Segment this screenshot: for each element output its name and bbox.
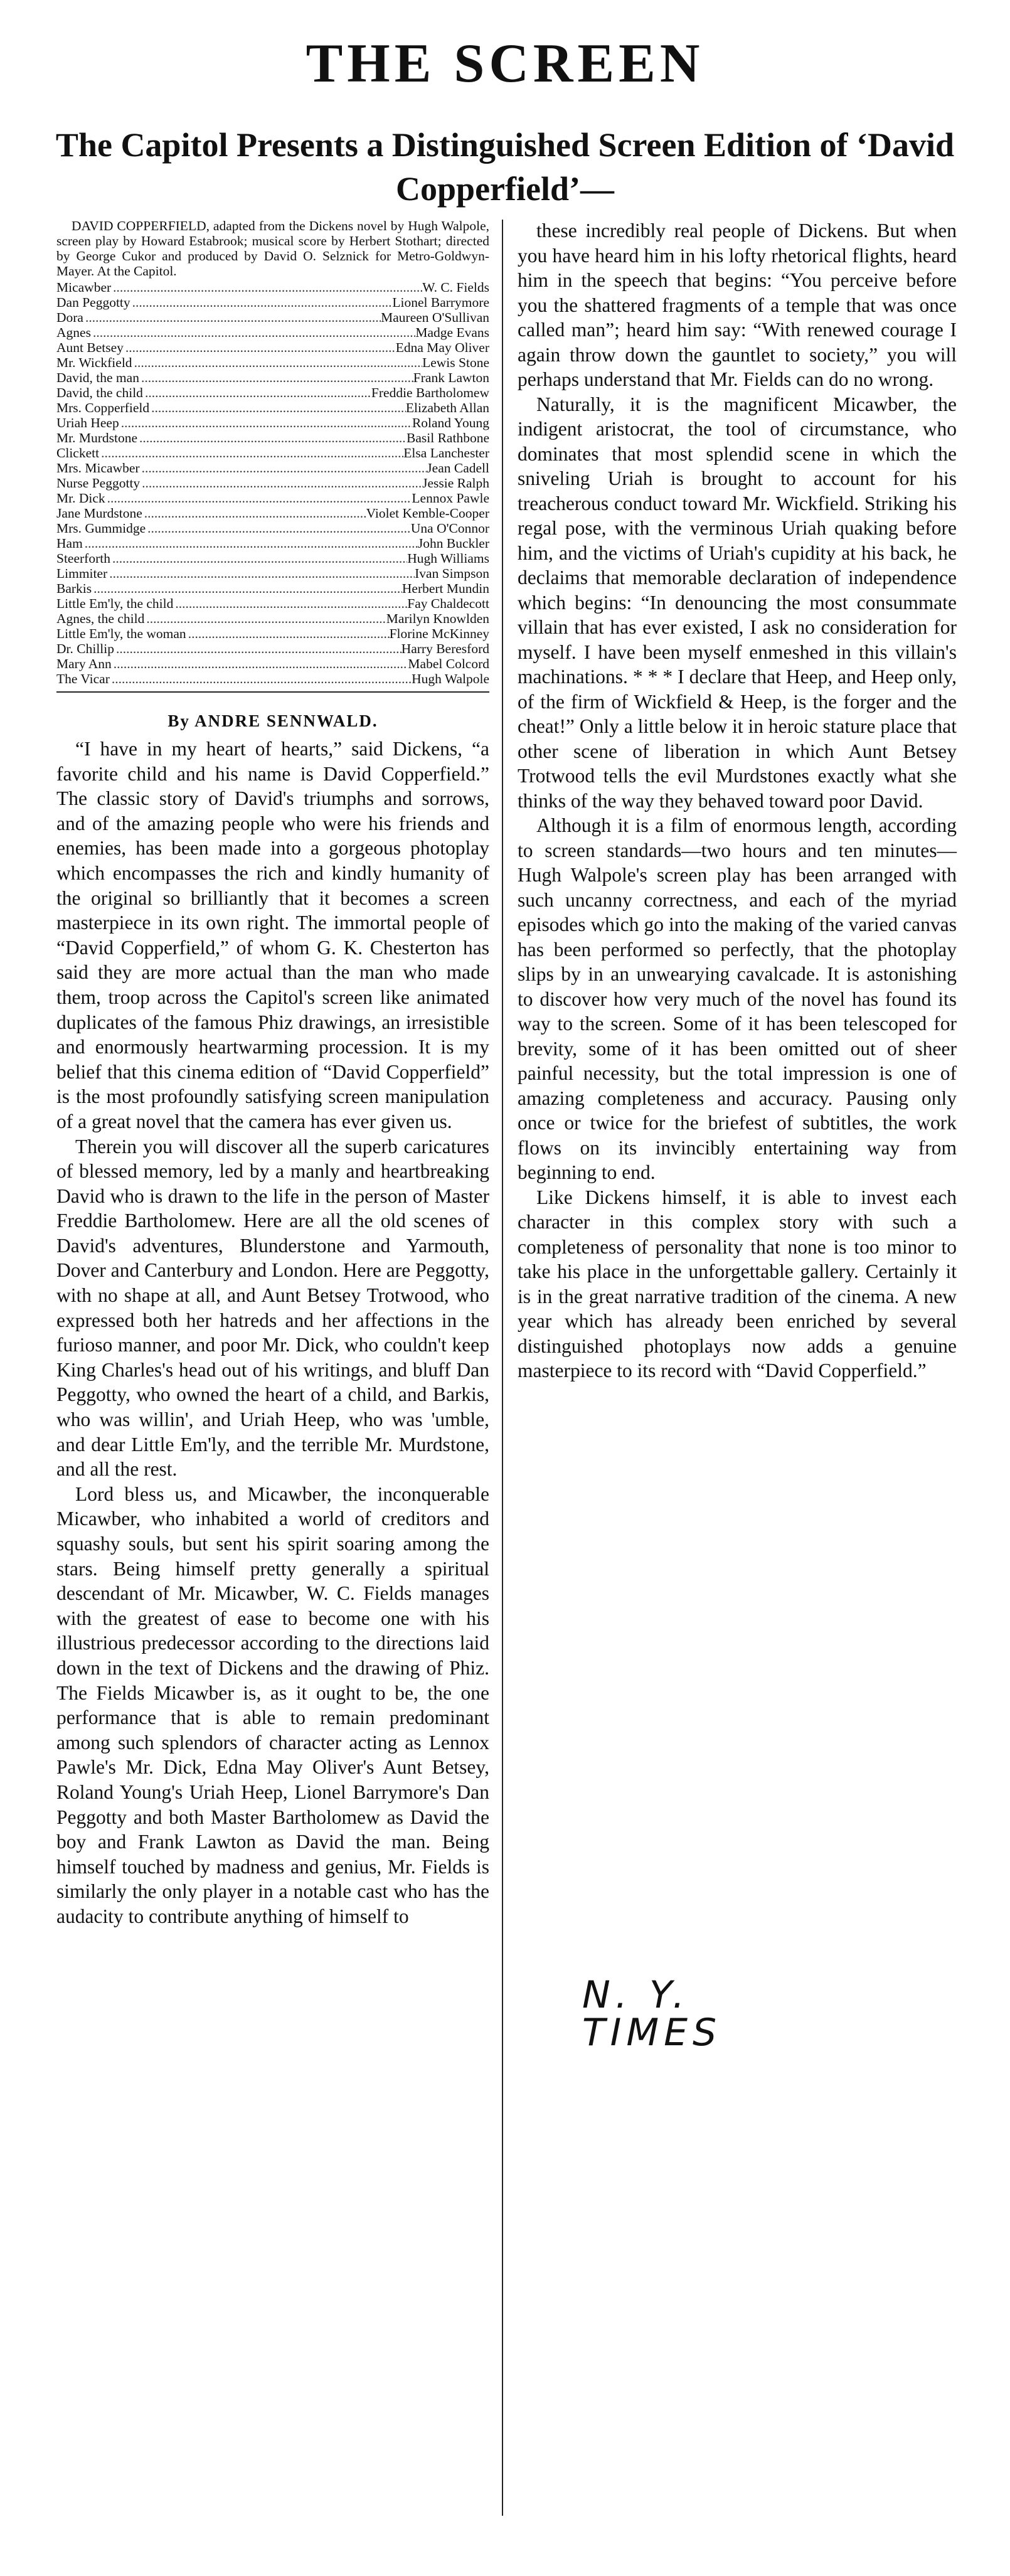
cast-actor: Basil Rathbone <box>407 430 489 445</box>
leader-dots <box>173 596 407 611</box>
leader-dots <box>110 671 412 686</box>
cast-row <box>56 325 489 340</box>
cast-actor: Elizabeth Allan <box>405 400 489 415</box>
leader-dots <box>186 626 390 641</box>
leader-dots <box>139 370 413 385</box>
cast-role: Dan Peggotty <box>56 295 130 310</box>
cast-actor: Elsa Lanchester <box>403 445 489 460</box>
cast-role: Steerforth <box>56 551 110 566</box>
cast-role: Clickett <box>56 445 100 460</box>
body-paragraph: Naturally, it is the magnificent Micawber, the indigent aristocrat, the tool of circumstance, who dominates that most splendid scene in which the sniveling Uriah is brought to account for his treacherous conduct toward Mr. Wickfield. Striking his regal pose, with the verminous Uriah quaking before him, and the victims of Uriah's cupidity at his back, he declaims that memorable declaration of independence which begins: “In denouncing the most consummate villain that has ever existed, I ask no consideration for myself. I have been myself enmeshed in this villain's machinations. * * * I declare that Heep, and Heep only, of the firm of Wickfield & Heep, is the forger and the cheat!” Only a little below it in heroic stature place that other scene of liberation in which Aunt Betsey Trotwood tells the evil Murdstones exactly what she thinks of the way they behaved toward poor David. <box>518 393 957 812</box>
cast-row <box>56 460 489 476</box>
cast-actor: Marilyn Knowlden <box>386 611 489 626</box>
cast-role: The Vicar <box>56 671 110 686</box>
leader-dots <box>110 551 407 566</box>
cast-role: Ham <box>56 536 83 551</box>
cast-actor: W. C. Fields <box>422 280 489 295</box>
cast-actor: Jean Cadell <box>427 460 489 476</box>
cast-actor: Harry Beresford <box>401 641 489 656</box>
cast-actor: Hugh Williams <box>407 551 489 566</box>
leader-dots <box>107 566 415 581</box>
leader-dots <box>143 385 371 400</box>
leader-dots <box>111 280 422 295</box>
section-title: THE SCREEN <box>306 33 704 94</box>
leader-dots <box>140 476 422 491</box>
cast-actor: Lionel Barrymore <box>392 295 489 310</box>
cast-role: Uriah Heep <box>56 415 119 430</box>
cast-actor: Jessie Ralph <box>422 476 489 491</box>
cast-actor: Lennox Pawle <box>412 491 489 506</box>
cast-role: Dr. Chillip <box>56 641 114 656</box>
body-paragraph: Although it is a film of enormous length, according to screen standards—two hours and ten minutes—Hugh Walpole's screen play has been arranged with such uncanny correctness, and each of the myriad episodes which go into the making of the varied canvas has been performed so perfectly, that the photoplay slips by in an unwearying cavalcade. It is astonishing to discover how very much of the novel has found its way to the screen. Some of it has been telescoped for brevity, some of it has been omitted out of sheer painful necessity, but the total impression is one of amazing completeness and accuracy. Pausing only once or twice for the briefest of subtitles, the work flows on its invincibly entertaining way from beginning to end. <box>518 814 957 1183</box>
cast-actor: Violet Kemble-Cooper <box>366 506 489 521</box>
leader-dots <box>137 430 407 445</box>
cast-row <box>56 476 489 491</box>
cast-actor: Hugh Walpole <box>412 671 489 686</box>
cast-actor: Madge Evans <box>415 325 489 340</box>
leader-dots <box>91 325 415 340</box>
leader-dots <box>124 340 396 355</box>
cast-role: Mr. Murdstone <box>56 430 137 445</box>
cast-row <box>56 370 489 385</box>
leader-dots <box>149 400 406 415</box>
headline: The Capitol Presents a Distinguished Screen Edition of ‘David Copperfield’— <box>55 126 955 208</box>
cast-row <box>56 280 489 295</box>
cast-row <box>56 295 489 310</box>
cast-row <box>56 521 489 536</box>
body-paragraph: Therein you will discover all the superb caricatures of blessed memory, led by a manly and heartbreaking David who is drawn to the life in the person of Master Freddie Bartholomew. Here are all the old scenes of David's adventures, Blunderstone and Yarmouth, Dover and Canterbury and London. Here are Peggotty, with no shape at all, and Aunt Betsey Trotwood, who expressed both her hatreds and her affections in the furioso manner, and poor Mr. Dick, who couldn't keep King Charles's head out of his writings, and bluff Dan Peggotty, who owned the heart of a child, and Barkis, who was willin', and Uriah Heep, who was 'umble, and dear Little Em'ly, and the terrible Mr. Murdstone, and all the rest. <box>56 1135 489 1481</box>
cast-actor: Frank Lawton <box>413 370 489 385</box>
cast-role: Agnes, the child <box>56 611 145 626</box>
cast-role: Mrs. Gummidge <box>56 521 146 536</box>
leader-dots <box>99 445 403 460</box>
cast-row <box>56 641 489 656</box>
cast-row <box>56 400 489 415</box>
cast-role: David, the man <box>56 370 139 385</box>
cast-actor: Ivan Simpson <box>415 566 489 581</box>
cast-row <box>56 626 489 641</box>
leader-dots <box>140 460 427 476</box>
cast-actor: Fay Chaldecott <box>407 596 489 611</box>
left-body <box>56 737 489 1929</box>
leader-dots <box>142 506 366 521</box>
leader-dots <box>119 415 412 430</box>
cast-role: Mr. Wickfield <box>56 355 132 370</box>
cast-row <box>56 671 489 686</box>
cast-role: Little Em'ly, the child <box>56 596 174 611</box>
cast-role: Aunt Betsey <box>56 340 124 355</box>
cast-role: Mrs. Micawber <box>56 460 140 476</box>
leader-dots <box>114 641 401 656</box>
cast-actor: Freddie Bartholomew <box>371 385 489 400</box>
cast-row <box>56 355 489 370</box>
right-body <box>518 218 957 1383</box>
leader-dots <box>144 611 386 626</box>
leader-dots <box>105 491 412 506</box>
cast-role: Agnes <box>56 325 91 340</box>
body-paragraph: “I have in my heart of hearts,” said Dickens, “a favorite child and his name is David Copperfield.” The classic story of David's triumphs and sorrows, and of the amazing people who were his friends and enemies, has been made into a gorgeous photoplay which encompasses the rich and kindly humanity of the original so brilliantly that it becomes a screen masterpiece in its own right. The immortal people of “David Copperfield,” of whom G. K. Chesterton has said they are more actual than the man who made them, troop across the Capitol's screen like animated duplicates of the famous Phiz drawings, an irresistible and enormously heartwarming procession. It is my belief that this cinema edition of “David Copperfield” is the most profoundly satisfying screen manipulation of a great novel that the camera has ever given us. <box>56 738 489 1132</box>
cast-actor: Edna May Oliver <box>395 340 489 355</box>
cast-role: Little Em'ly, the woman <box>56 626 186 641</box>
cast-row <box>56 340 489 355</box>
cast-role: Mrs. Copperfield <box>56 400 150 415</box>
cast-row <box>56 445 489 460</box>
cast-actor: Lewis Stone <box>422 355 489 370</box>
cast-row <box>56 506 489 521</box>
leader-dots <box>83 310 381 325</box>
leader-dots <box>83 536 418 551</box>
cast-role: Micawber <box>56 280 112 295</box>
leader-dots <box>132 355 423 370</box>
byline: By ANDRE SENNWALD. <box>167 711 378 730</box>
cast-row <box>56 310 489 325</box>
handwritten-source-note: N. Y. TIMES <box>582 1973 722 2055</box>
body-paragraph: Like Dickens himself, it is able to invest each character in this complex story with such a completeness of personality that none is too minor to take his place in the unforgettable gallery. Certainly it is in the great narrative tradition of the cinema. A new year which has already been enriched by several distinguished photoplays now adds a genuine masterpiece to its record with “David Copperfield.” <box>518 1186 957 1381</box>
cast-role: Mary Ann <box>56 656 112 671</box>
cast-actor: Florine McKinney <box>389 626 489 641</box>
cast-row <box>56 611 489 626</box>
cast-row <box>56 385 489 400</box>
cast-row <box>56 596 489 611</box>
cast-actor: Mabel Colcord <box>408 656 489 671</box>
cast-role: Jane Murdstone <box>56 506 142 521</box>
credits-paragraph: DAVID COPPERFIELD, adapted from the Dickens novel by Hugh Walpole, screen play by Howard Estabrook; musical score by Herbert Stothart; directed by George Cukor and produced by David O. Selznick for Metro-Goldwyn-Mayer. At the Capitol. <box>56 218 489 279</box>
body-paragraph: these incredibly real people of Dickens. But when you have heard him in his lofty rhetorical flights, heard him in the speech that begins: “You perceive before you the shattered fragments of a temple that was once called man”; heard him say: “With renewed courage I again throw down the gauntlet to society,” you will perhaps understand that Mr. Fields can do no wrong. <box>518 220 957 390</box>
cast-role: Barkis <box>56 581 92 596</box>
cast-list <box>56 280 489 686</box>
cast-row <box>56 491 489 506</box>
column-divider <box>56 691 489 693</box>
cast-row <box>56 430 489 445</box>
cast-actor: John Buckler <box>417 536 489 551</box>
left-column <box>56 218 489 1929</box>
cast-actor: Una O'Connor <box>410 521 489 536</box>
cast-role: Dora <box>56 310 83 325</box>
leader-dots <box>92 581 402 596</box>
body-paragraph: Lord bless us, and Micawber, the inconquerable Micawber, who inhabited a world of creditors and squashy souls, but sent his spirit soaring among the stars. Being himself pretty generally a spiritual descendant of Mr. Micawber, W. C. Fields manages with the greatest of ease to become one with his illustrious predecessor according to the directions laid down in the text of Dickens and the drawing of Phiz. The Fields Micawber is, as it ought to be, the one performance that is able to remain predominant among such splendors of character acting as Lennox Pawle's Mr. Dick, Edna May Oliver's Aunt Betsey, Roland Young's Uriah Heep, Lionel Barrymore's Dan Peggotty and both Master Bartholomew as David the boy and Frank Lawton as David the man. Being himself touched by madness and genius, Mr. Fields is similarly the only player in a notable cast who has the audacity to contribute anything of himself to <box>56 1482 489 1927</box>
cast-role: Nurse Peggotty <box>56 476 141 491</box>
cast-actor: Maureen O'Sullivan <box>381 310 489 325</box>
cast-actor: Herbert Mundin <box>401 581 489 596</box>
cast-row <box>56 536 489 551</box>
leader-dots <box>112 656 408 671</box>
leader-dots <box>130 295 393 310</box>
cast-row <box>56 551 489 566</box>
column-rule <box>502 220 503 2516</box>
right-column <box>518 218 957 1383</box>
leader-dots <box>146 521 411 536</box>
cast-role: Limmiter <box>56 566 108 581</box>
cast-actor: Roland Young <box>412 415 489 430</box>
cast-row <box>56 581 489 596</box>
cast-row <box>56 566 489 581</box>
cast-row <box>56 415 489 430</box>
cast-role: David, the child <box>56 385 143 400</box>
cast-role: Mr. Dick <box>56 491 105 506</box>
cast-row <box>56 656 489 671</box>
